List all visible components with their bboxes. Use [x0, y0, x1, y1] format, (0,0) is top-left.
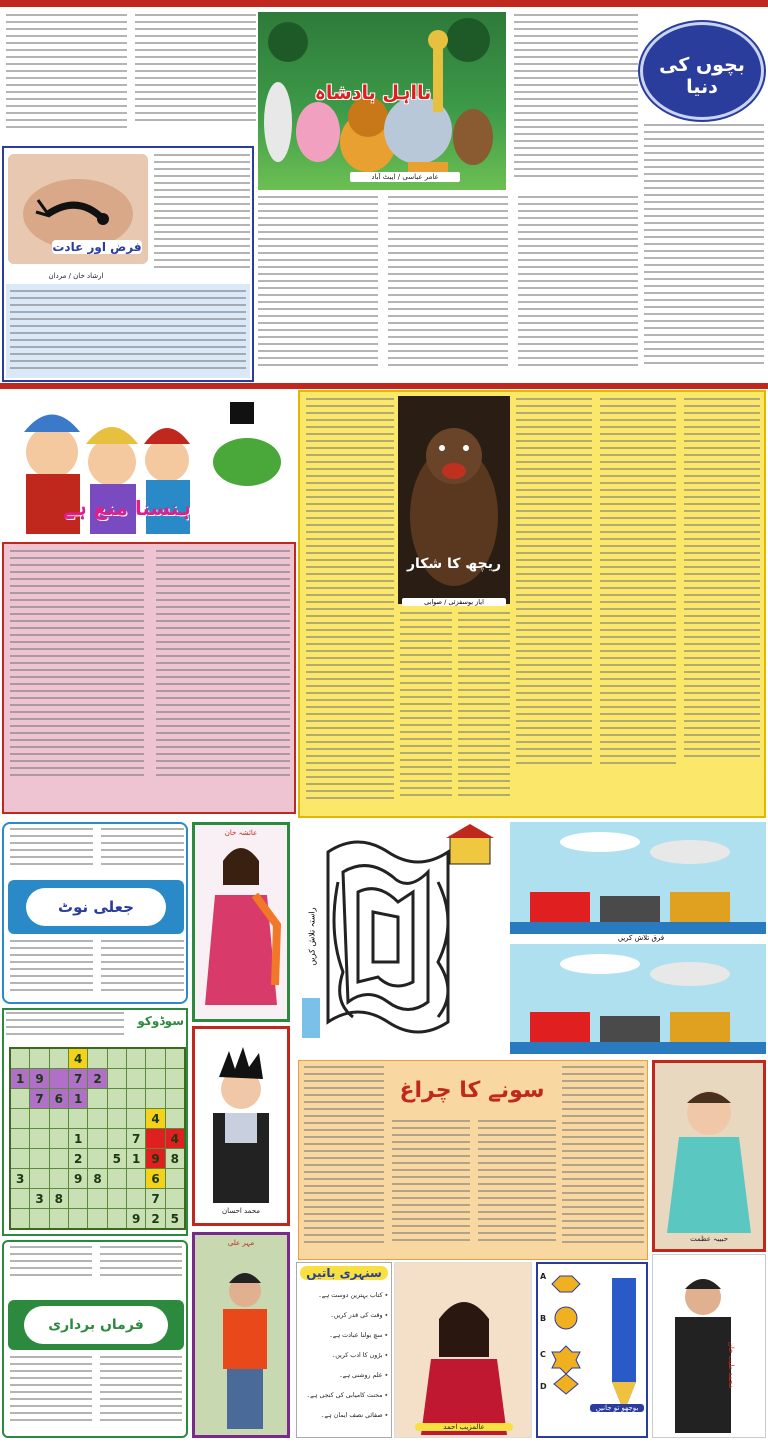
sudoku-title: سوڈوکو: [137, 1014, 184, 1028]
sudoku-cell[interactable]: [146, 1129, 164, 1148]
sudoku-cell[interactable]: [108, 1049, 126, 1068]
sudoku-cell[interactable]: 7: [146, 1189, 164, 1208]
kid-photo-1: [192, 822, 290, 1022]
jokes-text: [10, 550, 290, 806]
golden-words-item: ٭ صفائی نصف ایمان ہے۔: [320, 1412, 388, 1419]
jokes-title: ہنسنا منع ہے: [63, 496, 191, 520]
kid-photo-6: [394, 1262, 532, 1438]
kid-girl-3-art: [395, 1263, 532, 1438]
bear-story-col-2: [400, 612, 510, 810]
sudoku-cell[interactable]: [11, 1089, 29, 1108]
golden-lamp-text-right: [562, 1066, 644, 1254]
sudoku-cell[interactable]: [88, 1049, 106, 1068]
sudoku-cell[interactable]: [127, 1069, 145, 1088]
maze-label: راستہ تلاش کریں: [307, 907, 317, 966]
sudoku-cell[interactable]: [166, 1109, 184, 1128]
top-left-text: [6, 14, 256, 134]
sudoku-cell[interactable]: 3: [30, 1189, 48, 1208]
sudoku-cell[interactable]: [108, 1069, 126, 1088]
sudoku-cell[interactable]: 9: [127, 1209, 145, 1228]
bear-story-col-3: [516, 398, 760, 810]
sudoku-cell[interactable]: [88, 1089, 106, 1108]
golden-words-item: ٭ وقت کی قدر کریں۔: [330, 1312, 388, 1319]
sudoku-cell[interactable]: 5: [166, 1209, 184, 1228]
kid-boy-3-art: [653, 1255, 765, 1437]
kid-photo-5: [652, 1254, 766, 1438]
king-story-title: نااہل بادشاہ: [314, 82, 432, 104]
puzzle-label: بوجھو تو جانیں: [590, 1404, 644, 1412]
fake-note-title: جعلی نوٹ: [26, 888, 166, 926]
section-divider: [0, 383, 768, 389]
sudoku-cell[interactable]: [108, 1169, 126, 1188]
sudoku-cell[interactable]: 4: [69, 1049, 87, 1068]
puzzle-option-c: C: [540, 1350, 546, 1359]
sudoku-cell[interactable]: [146, 1089, 164, 1108]
sudoku-cell[interactable]: [166, 1189, 184, 1208]
fake-note-text-bottom: [10, 940, 184, 998]
sudoku-instructions: [6, 1012, 124, 1042]
bear-story-col-1: [306, 398, 394, 810]
sudoku-cell[interactable]: 8: [88, 1169, 106, 1188]
spot-diff-bottom: [510, 944, 766, 1054]
golden-words-item: ٭ محنت کامیابی کی کنجی ہے۔: [306, 1392, 388, 1399]
golden-words-title: سنہری باتیں: [300, 1266, 388, 1280]
sudoku-cell[interactable]: [11, 1189, 29, 1208]
golden-words-item: ٭ کتاب بہترین دوست ہے۔: [318, 1292, 388, 1299]
sudoku-cell[interactable]: [30, 1149, 48, 1168]
sudoku-cell[interactable]: 7: [30, 1089, 48, 1108]
sudoku-cell[interactable]: 1: [69, 1129, 87, 1148]
kid-photo-2-caption: محمد احسان: [221, 1207, 260, 1215]
sudoku-cell[interactable]: [166, 1069, 184, 1088]
obedience-title: فرماں برداری: [24, 1306, 168, 1344]
sudoku-cell[interactable]: [88, 1129, 106, 1148]
duty-story-text-side: [154, 154, 250, 279]
sudoku-cell[interactable]: [50, 1129, 68, 1148]
sudoku-cell[interactable]: [127, 1089, 145, 1108]
sudoku-cell[interactable]: [50, 1109, 68, 1128]
sudoku-cell[interactable]: 9: [146, 1149, 164, 1168]
sudoku-cell[interactable]: [146, 1069, 164, 1088]
kid-girl-1-art: [195, 825, 287, 1019]
sudoku-cell[interactable]: 1: [69, 1089, 87, 1108]
sudoku-cell[interactable]: [11, 1209, 29, 1228]
sudoku-cell[interactable]: [50, 1069, 68, 1088]
golden-words-item: ٭ علم روشنی ہے۔: [338, 1372, 388, 1379]
spot-diff-top-art: [510, 822, 766, 934]
sudoku-cell[interactable]: [108, 1109, 126, 1128]
obedience-text-top: [10, 1246, 182, 1286]
sudoku-cell[interactable]: [69, 1109, 87, 1128]
sudoku-cell[interactable]: 2: [146, 1209, 164, 1228]
sudoku-cell[interactable]: 1: [127, 1149, 145, 1168]
sudoku-cell[interactable]: 6: [50, 1089, 68, 1108]
golden-lamp-text-middle: [392, 1120, 556, 1254]
sudoku-cell[interactable]: [127, 1169, 145, 1188]
kid-photo-3-caption: مہر علی: [227, 1239, 255, 1247]
spot-diff-label: فرق تلاش کریں: [606, 934, 676, 942]
sudoku-cell[interactable]: [127, 1189, 145, 1208]
sudoku-cell[interactable]: 8: [166, 1149, 184, 1168]
sudoku-cell[interactable]: [108, 1189, 126, 1208]
sudoku-cell[interactable]: [69, 1189, 87, 1208]
kid-photo-2: [192, 1026, 290, 1226]
bear-story-illustration: [398, 396, 510, 604]
obedience-text-bottom: [10, 1356, 182, 1432]
sudoku-cell[interactable]: [30, 1049, 48, 1068]
sudoku-cell[interactable]: 8: [50, 1189, 68, 1208]
kid-boy-1-art: [195, 1029, 287, 1223]
maze-box: [298, 822, 504, 1054]
fake-note-text-top: [10, 828, 184, 874]
sudoku-cell[interactable]: [88, 1109, 106, 1128]
sudoku-cell[interactable]: [30, 1209, 48, 1228]
sudoku-cell[interactable]: [11, 1149, 29, 1168]
sudoku-cell[interactable]: 6: [146, 1169, 164, 1188]
golden-lamp-title: سونے کا چراغ: [399, 1078, 545, 1103]
sudoku-cell[interactable]: [50, 1049, 68, 1068]
sudoku-cell[interactable]: 4: [146, 1109, 164, 1128]
sudoku-cell[interactable]: 3: [11, 1169, 29, 1188]
sudoku-cell[interactable]: [166, 1089, 184, 1108]
sudoku-cell[interactable]: [108, 1209, 126, 1228]
maze-art: [298, 822, 504, 1054]
sudoku-cell[interactable]: [108, 1129, 126, 1148]
spot-diff-bottom-art: [510, 944, 766, 1054]
masthead-title: بچوں کی دنیا: [659, 54, 745, 98]
kid-photo-6-caption: عالمزیب احمد: [415, 1423, 513, 1431]
sudoku-cell[interactable]: [88, 1149, 106, 1168]
sudoku-cell[interactable]: [108, 1089, 126, 1108]
king-story-illustration: [258, 12, 506, 190]
golden-lamp-text-left: [304, 1066, 384, 1254]
sudoku-cell[interactable]: [50, 1149, 68, 1168]
duty-story-text-bottom: [6, 284, 250, 378]
kid-girl-2-art: [655, 1063, 763, 1249]
puzzle-option-d: D: [540, 1382, 547, 1391]
kid-photo-1-caption: عائشہ خان: [224, 829, 258, 837]
kid-photo-3: [192, 1232, 290, 1438]
sudoku-cell[interactable]: [11, 1049, 29, 1068]
top-border: [0, 0, 768, 7]
puzzle-option-b: B: [540, 1314, 547, 1323]
sudoku-cell[interactable]: [69, 1209, 87, 1228]
golden-words-item: ٭ بڑوں کا ادب کریں۔: [331, 1352, 388, 1359]
sudoku-cell[interactable]: [88, 1209, 106, 1228]
kid-photo-4: [652, 1060, 766, 1252]
sudoku-cell[interactable]: [88, 1189, 106, 1208]
bear-art: [398, 396, 510, 604]
sudoku-cell[interactable]: [50, 1209, 68, 1228]
sudoku-cell[interactable]: [50, 1169, 68, 1188]
golden-words-item: ٭ سچ بولنا عبادت ہے۔: [329, 1332, 388, 1339]
sudoku-cell[interactable]: 4: [166, 1129, 184, 1148]
kid-photo-4-caption: حبیبہ عظمت: [690, 1235, 728, 1243]
puzzle-option-a: A: [540, 1272, 547, 1281]
sudoku-cell[interactable]: 2: [69, 1149, 87, 1168]
duty-story-title: فرض اور عادت: [52, 240, 142, 254]
bear-story-author: ایاز یوسفزئی / صوابی: [402, 598, 506, 606]
sudoku-cell[interactable]: 7: [127, 1129, 145, 1148]
king-story-author: عامر عباسی / ایبٹ آباد: [350, 172, 460, 182]
king-story-text-right-lower: [644, 124, 764, 378]
kid-boy-2-art: [195, 1235, 287, 1435]
sudoku-cell[interactable]: 5: [108, 1149, 126, 1168]
golden-words-list: [300, 1286, 388, 1426]
sudoku-cell[interactable]: [146, 1049, 164, 1068]
sudoku-cell[interactable]: [166, 1169, 184, 1188]
king-story-text-right: [514, 14, 638, 188]
sudoku-cell[interactable]: [166, 1049, 184, 1068]
duty-story-credit: ارشاد خان / مردان: [48, 272, 104, 280]
sudoku-cell[interactable]: [30, 1169, 48, 1188]
sudoku-cell[interactable]: 2: [88, 1069, 106, 1088]
sudoku-cell[interactable]: 7: [69, 1069, 87, 1088]
jokes-illustration: [2, 392, 296, 542]
sudoku-cell[interactable]: [11, 1129, 29, 1148]
sudoku-cell[interactable]: 1: [11, 1069, 29, 1088]
sudoku-cell[interactable]: [30, 1109, 48, 1128]
sudoku-cell[interactable]: 9: [30, 1069, 48, 1088]
kid-photo-5-caption: محمد طیب خان: [727, 1341, 735, 1389]
bear-story-title: ریچھ کا شکار: [406, 556, 502, 572]
spot-diff-top: [510, 822, 766, 934]
sudoku-cell[interactable]: [30, 1129, 48, 1148]
sudoku-grid: [9, 1047, 186, 1230]
sudoku-cell[interactable]: [127, 1049, 145, 1068]
sudoku-cell[interactable]: [11, 1109, 29, 1128]
sudoku-cell[interactable]: [127, 1109, 145, 1128]
king-story-text-columns: [258, 196, 638, 378]
sudoku-cell[interactable]: 9: [69, 1169, 87, 1188]
